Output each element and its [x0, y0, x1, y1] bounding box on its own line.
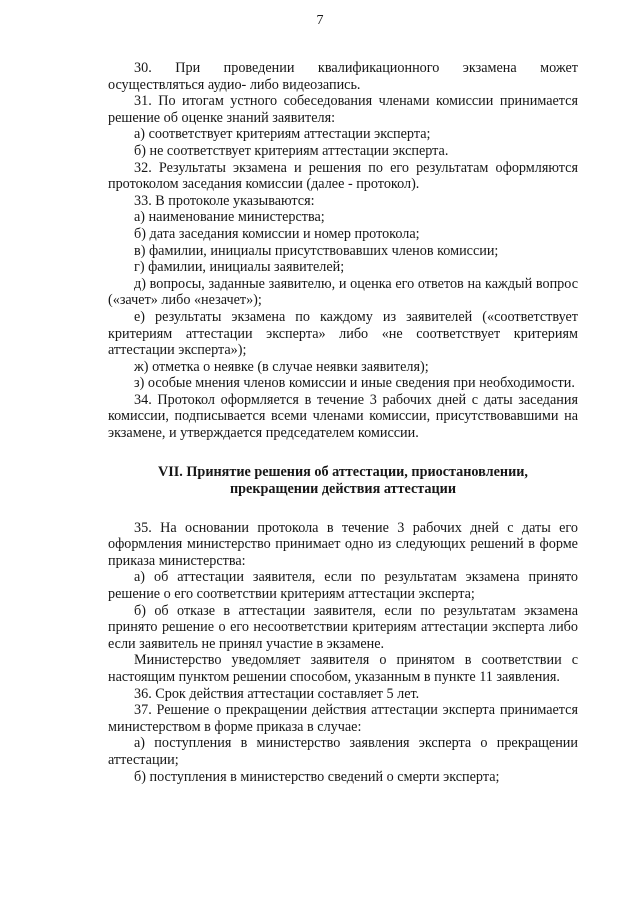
list-item: б) об отказе в аттестации заявителя, если по результатам экзамена принято решение о его несоответствии критериям аттестации эксперта либо если заявитель не принял участие в экзамене. [108, 602, 578, 652]
paragraph: 33. В протоколе указываются: [134, 192, 315, 209]
list-item: а) соответствует критериям аттестации эксперта; [134, 126, 431, 143]
list-item: г) фамилии, инициалы заявителей; [134, 259, 345, 276]
paragraph: 34. Протокол оформляется в течение 3 рабочих дней с даты заседания комиссии, подписывается всеми членами комиссии, присутствовавшими на экзамене, и утверждается председателем комиссии. [108, 391, 578, 442]
paragraph: 32. Результаты экзамена и решения по его результатам оформляются протоколом заседания комиссии (далее - протокол). [108, 159, 578, 193]
list-item: а) об аттестации заявителя, если по результатам экзамена принято решение о его соответствии критериям аттестации эксперта; [108, 569, 578, 603]
list-item: д) вопросы, заданные заявителю, и оценка его ответов на каждый вопрос («зачет» либо «незачет»); [108, 275, 578, 309]
list-item: в) фамилии, инициалы присутствовавших членов комиссии; [134, 242, 499, 259]
paragraph: 37. Решение о прекращении действия аттестации эксперта принимается министерством в форме приказа в случае: [108, 702, 578, 735]
section-heading-line: прекращении действия аттестации [229, 480, 457, 497]
paragraph: 31. По итогам устного собеседования членами комиссии принимается решение об оценке знаний заявителя: [108, 93, 578, 126]
list-item: а) наименование министерства; [134, 209, 325, 226]
document-body [108, 60, 578, 785]
section-paragraphs-35-37 [108, 520, 578, 786]
paragraph: Министерство уведомляет заявителя о принятом в соответствии с настоящим пунктом решении способом, указанным в пункте 11 заявления. [108, 652, 578, 685]
section-heading [108, 464, 578, 498]
paragraph: 36. Срок действия аттестации составляет 5 лет. [134, 685, 420, 702]
list-item: б) поступления в министерство сведений о смерти эксперта; [134, 768, 500, 785]
page-number: 7 [316, 13, 324, 28]
list-item: б) не соответствует критериям аттестации эксперта. [134, 142, 449, 159]
paragraph: 30. При проведении квалификационного экзамена может осуществляться аудио- либо видеозапись. [108, 60, 578, 93]
section-paragraphs-30-34 [108, 60, 578, 442]
section-heading-line: VII. Принятие решения об аттестации, приостановлении, [158, 463, 528, 480]
list-item: з) особые мнения членов комиссии и иные сведения при необходимости. [134, 375, 575, 392]
list-item: а) поступления в министерство заявления эксперта о прекращении аттестации; [108, 735, 578, 768]
list-item: ж) отметка о неявке (в случае неявки заявителя); [134, 358, 429, 375]
paragraph: 35. На основании протокола в течение 3 рабочих дней с даты его оформления министерство принимает одно из следующих решений в форме приказа министерства: [108, 519, 578, 569]
list-item: е) результаты экзамена по каждому из заявителей («соответствует критериям аттестации эксперта» либо «не соответствует критериям аттестации эксперта»); [108, 308, 578, 359]
list-item: б) дата заседания комиссии и номер протокола; [134, 225, 420, 242]
